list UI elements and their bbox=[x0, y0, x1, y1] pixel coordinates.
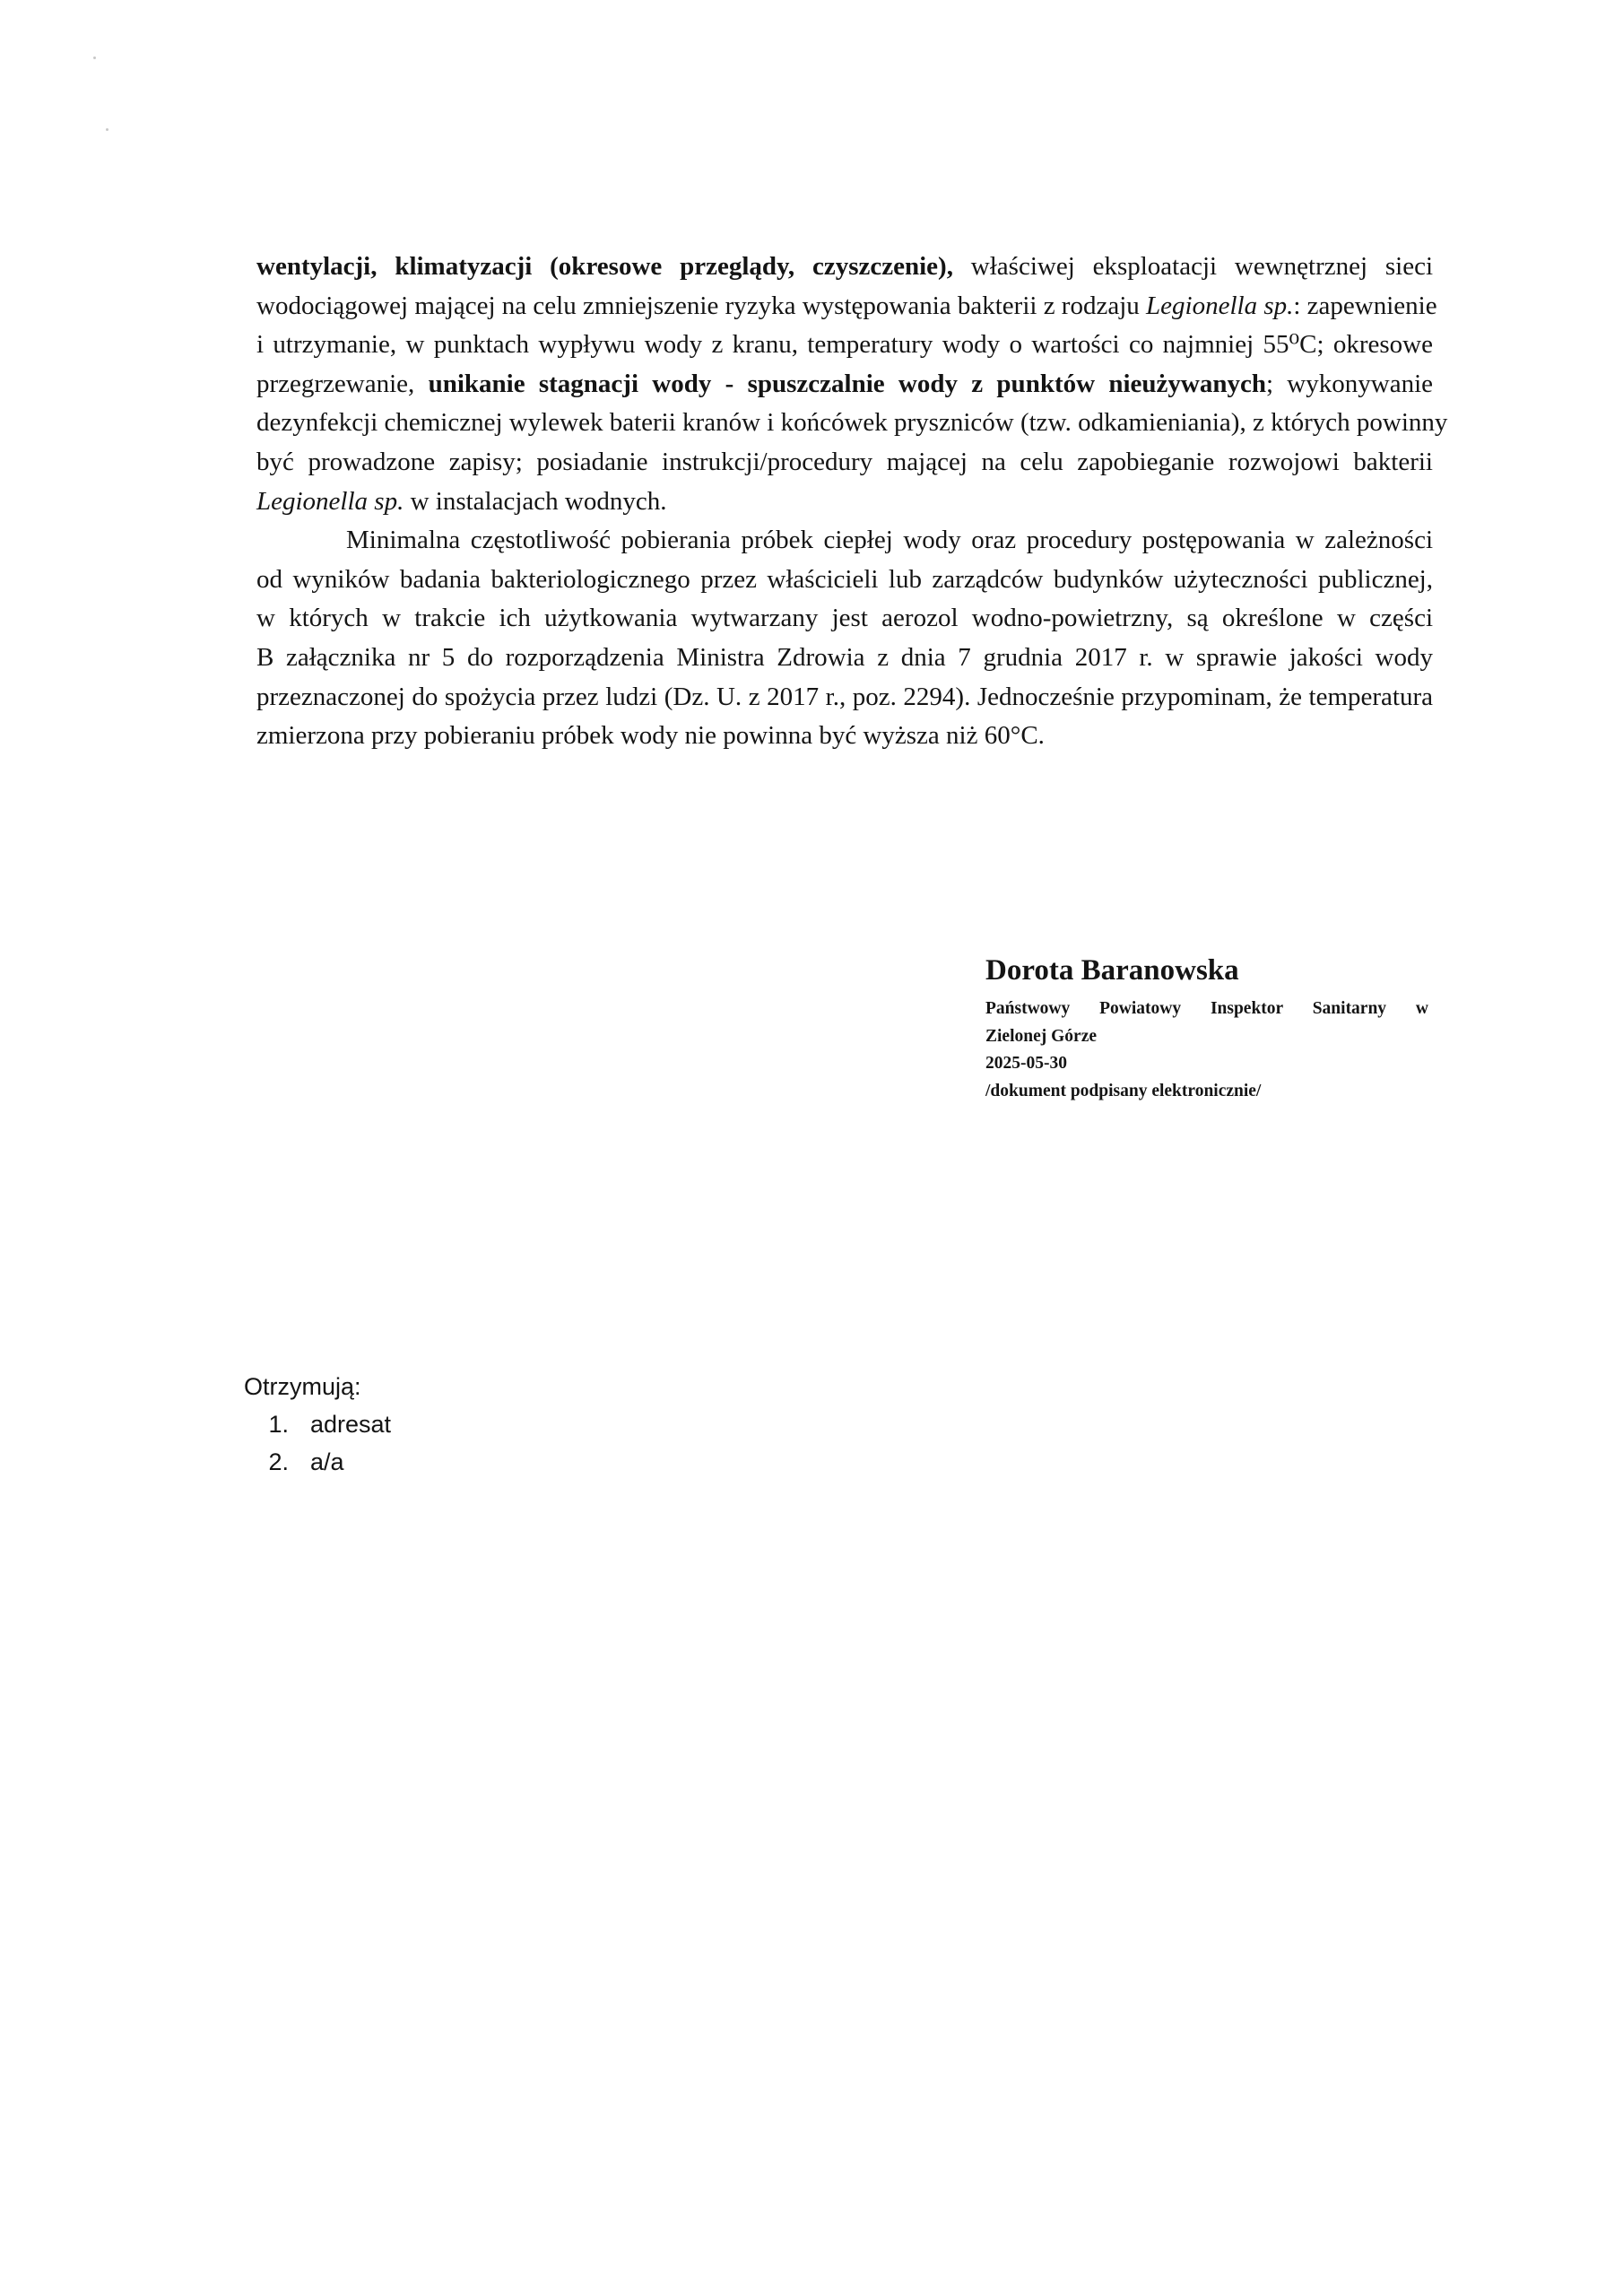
text-line: przeznaczonej do spożycia przez ludzi (Dz. U. z 2017 r., poz. 2294). Jednocześnie przypominam, że temperatura bbox=[256, 682, 1433, 711]
text-line: przegrzewanie, unikanie stagnacji wody - spuszczalnie wody z punktów nieużywanych; wykonywanie bbox=[256, 369, 1433, 398]
paragraph-sampling-frequency bbox=[256, 521, 1433, 756]
recipient-number: 1. bbox=[268, 1411, 289, 1438]
recipient-label: a/a bbox=[310, 1448, 344, 1475]
text-line: być prowadzone zapisy; posiadanie instrukcji/procedury mającej na celu zapobieganie rozwojowi bakterii bbox=[256, 447, 1433, 476]
recipient-item bbox=[244, 1405, 391, 1443]
signer-title-line: Państwowy Powiatowy Inspektor Sanitarny w bbox=[985, 999, 1428, 1018]
letter-body bbox=[256, 248, 1448, 756]
text-line: zmierzona przy pobieraniu próbek wody nie powinna być wyższa niż 60°C. bbox=[256, 721, 1045, 751]
scan-speck bbox=[93, 57, 96, 59]
recipients-block bbox=[244, 1368, 391, 1481]
signature-date: 2025-05-30 bbox=[985, 1054, 1067, 1073]
recipient-label: adresat bbox=[310, 1411, 392, 1438]
paragraph-hygiene-measures bbox=[256, 248, 1448, 521]
text-line: wodociągowej mającej na celu zmniejszenie ryzyka występowania bakterii z rodzaju Legionella sp.: zapewnienie bbox=[256, 291, 1437, 320]
signer-title bbox=[985, 996, 1434, 1023]
text-line: wentylacji, klimatyzacji (okresowe przeglądy, czyszczenie), właściwej eksploatacji wewnętrznej sieci bbox=[256, 252, 1434, 281]
recipient-number: 2. bbox=[268, 1448, 289, 1475]
text-line: od wyników badania bakteriologicznego przez właścicieli lub zarządców budynków użyteczności publicznej, bbox=[256, 564, 1433, 594]
signer-name: Dorota Baranowska bbox=[985, 954, 1239, 987]
recipients-heading: Otrzymują: bbox=[244, 1373, 361, 1400]
text-line: Legionella sp. w instalacjach wodnych. bbox=[256, 486, 667, 516]
recipients-list bbox=[244, 1405, 391, 1481]
signature-block bbox=[985, 951, 1434, 1105]
text-line: B załącznika nr 5 do rozporządzenia Ministra Zdrowia z dnia 7 grudnia 2017 r. w sprawie jakości wody bbox=[256, 642, 1433, 672]
recipient-item bbox=[244, 1443, 391, 1481]
text-line: w których w trakcie ich użytkowania wytwarzany jest aerozol wodno-powietrzny, są określone w części bbox=[256, 604, 1433, 633]
text-line: Minimalna częstotliwość pobierania próbek ciepłej wody oraz procedury postępowania w zależności bbox=[346, 526, 1433, 555]
text-line: i utrzymanie, w punktach wypływu wody z kranu, temperatury wody o wartości co najmniej 55⁰C; okresowe bbox=[256, 330, 1433, 360]
text-line: dezynfekcji chemicznej wylewek baterii kranów i końcówek pryszniców (tzw. odkamieniania), z których powinny bbox=[256, 408, 1448, 438]
electronic-signature-note: /dokument podpisany elektronicznie/ bbox=[985, 1081, 1262, 1100]
scan-speck bbox=[106, 128, 108, 131]
signer-office: Zielonej Górze bbox=[985, 1026, 1097, 1046]
